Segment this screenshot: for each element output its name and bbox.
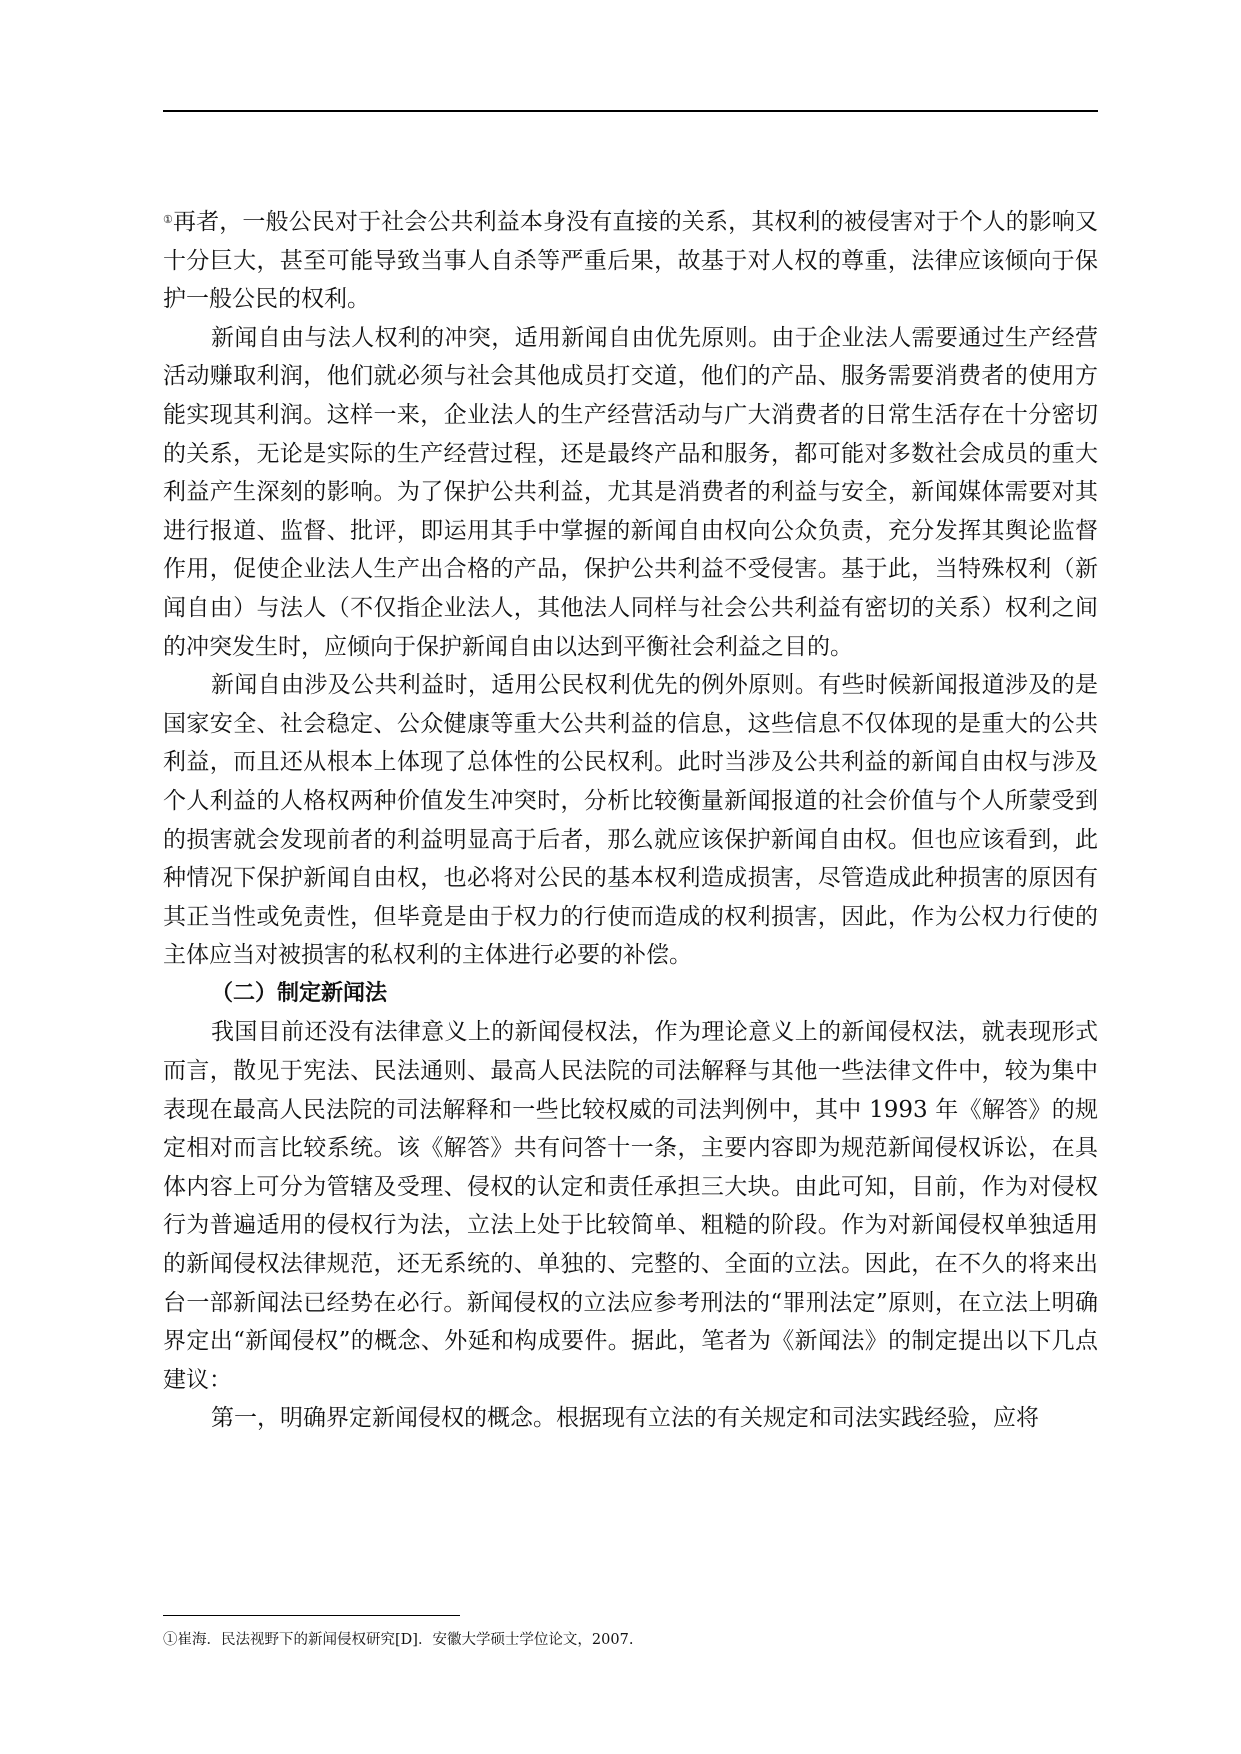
paragraph: 我国目前还没有法律意义上的新闻侵权法，作为理论意义上的新闻侵权法，就表现形式而言，散见于宪法、民法通则、最高人民法院的司法解释与其他一些法律文件中，较为集中表现在最高人民法院的司法解释和一些比较权威的司法判例中，其中 1993 年《解答》的规定相对而言比较系统。该《解答》共有问答十一条，主要内容即为规范新闻侵权诉讼，在具体内容上可分为管辖及受理、侵权的认定和责任承担三大块。由此可知，目前，作为对侵权行为普遍适用的侵权行为法，立法上处于比较简单、粗糙的阶段。作为对新闻侵权单独适用的新闻侵权法律规范，还无系统的、单独的、完整的、全面的立法。因此，在不久的将来出台一部新闻法已经势在必行。新闻侵权的立法应参考刑法的“罪刑法定”原则，在立法上明确界定出“新闻侵权”的概念、外延和构成要件。据此，笔者为《新闻法》的制定提出以下几点建议：	[163, 1019, 1098, 1393]
section-heading: （二）制定新闻法	[211, 980, 388, 1006]
header-rule	[163, 110, 1098, 112]
paragraph-text: 再者，一般公民对于社会公共利益本身没有直接的关系，其权利的被侵害对于个人的影响又十分巨大，甚至可能导致当事人自杀等严重后果，故基于对人权的尊重，法律应该倾向于保护一般公民的权利。	[163, 209, 1098, 313]
paragraph: 新闻自由涉及公共利益时，适用公民权利优先的例外原则。有些时候新闻报道涉及的是国家安全、社会稳定、公众健康等重大公共利益的信息，这些信息不仅体现的是重大的公共利益，而且还从根本上体现了总体性的公民权利。此时当涉及公共利益的新闻自由权与涉及个人利益的人格权两种价值发生冲突时，分析比较衡量新闻报道的社会价值与个人所蒙受到的损害就会发现前者的利益明显高于后者，那么就应该保护新闻自由权。但也应该看到，此种情况下保护新闻自由权，也必将对公民的基本权利造成损害，尽管造成此种损害的原因有其正当性或免责性，但毕竟是由于权力的行使而造成的权利损害，因此，作为公权力行使的主体应当对被损害的私权利的主体进行必要的补偿。	[163, 672, 1098, 969]
footnote-marker: ①	[163, 213, 173, 226]
footnote-rule	[163, 1615, 460, 1616]
paragraph: 第一，明确界定新闻侵权的概念。根据现有立法的有关规定和司法实践经验，应将	[211, 1405, 1039, 1432]
paragraph-continuation	[163, 203, 1098, 319]
paragraph: 新闻自由与法人权利的冲突，适用新闻自由优先原则。由于企业法人需要通过生产经营活动赚取利润，他们就必须与社会其他成员打交道，他们的产品、服务需要消费者的使用方能实现其利润。这样一来，企业法人的生产经营活动与广大消费者的日常生活存在十分密切的关系，无论是实际的生产经营过程，还是最终产品和服务，都可能对多数社会成员的重大利益产生深刻的影响。为了保护公共利益，尤其是消费者的利益与安全，新闻媒体需要对其进行报道、监督、批评，即运用其手中掌握的新闻自由权向公众负责，充分发挥其舆论监督作用，促使企业法人生产出合格的产品，保护公共利益不受侵害。基于此，当特殊权利（新闻自由）与法人（不仅指企业法人，其他法人同样与社会公共利益有密切的关系）权利之间的冲突发生时，应倾向于保护新闻自由以达到平衡社会利益之目的。	[163, 324, 1098, 660]
body-text	[163, 203, 1098, 1438]
footnote: ①崔海．民法视野下的新闻侵权研究[D]．安徽大学硕士学位论文，2007.	[163, 1632, 634, 1648]
